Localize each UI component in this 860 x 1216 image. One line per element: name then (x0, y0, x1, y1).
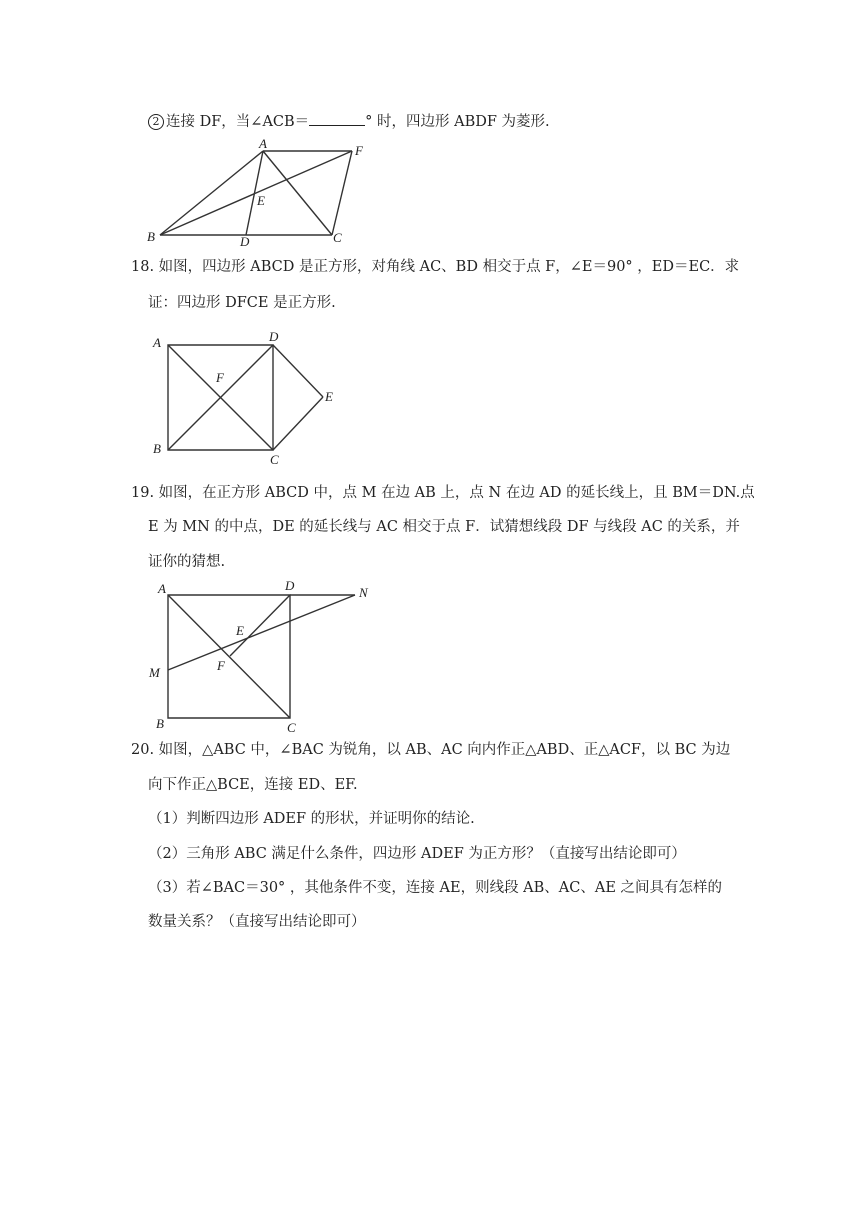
q18-line2: 证：四边形 DFCE 是正方形. (148, 295, 336, 311)
q19-line3: 证你的猜想. (148, 554, 226, 570)
answer-blank (309, 111, 365, 126)
q17-part2-text (148, 111, 550, 132)
label-d: D (269, 329, 279, 344)
label-n: N (359, 585, 368, 600)
label-e: E (325, 389, 333, 404)
label-a: A (259, 136, 267, 151)
label-b: B (156, 716, 164, 731)
label-e: E (257, 193, 265, 208)
label-c: C (287, 720, 296, 735)
label-f: F (216, 370, 224, 385)
label-a: A (158, 581, 166, 596)
circled-number-marker: 2 (148, 114, 164, 130)
q20-line1: 20. 如图，△ABC 中，∠BAC 为锐角，以 AB、AC 向内作正△ABD、正△ACF，以 BC 为边 (131, 742, 731, 758)
q19-figure (145, 580, 380, 735)
q19-line2: E 为 MN 的中点，DE 的延长线与 AC 相交于点 F．试猜想线段 DF 与线段 AC 的关系，并 (148, 519, 740, 535)
label-d: D (285, 578, 295, 593)
label-f: F (355, 143, 363, 158)
q20-line2: 向下作正△BCE，连接 ED、EF. (148, 777, 358, 793)
label-d: D (240, 234, 250, 249)
q19-line1: 19. 如图，在正方形 ABCD 中，点 M 在边 AB 上，点 N 在边 AD 的延长线上，且 BM＝DN.点 (131, 485, 755, 501)
label-a: A (153, 335, 161, 350)
q20-sub3-line1: （3）若∠BAC＝30° ，其他条件不变，连接 AE，则线段 AB、AC、AE 之间具有怎样的 (148, 880, 723, 896)
label-e: E (236, 623, 244, 638)
label-b: B (153, 441, 161, 456)
q18-line1: 18. 如图，四边形 ABCD 是正方形，对角线 AC、BD 相交于点 F，∠E＝90° ，ED＝EC．求 (131, 259, 740, 275)
q20-sub3-line2: 数量关系？（直接写出结论即可） (148, 914, 366, 930)
q17-part2-post: ° 时，四边形 ABDF 为菱形. (365, 114, 550, 130)
q20-sub1: （1）判断四边形 ADEF 的形状，并证明你的结论. (148, 811, 475, 827)
q20-sub2: （2）三角形 ABC 满足什么条件，四边形 ADEF 为正方形？（直接写出结论即可） (148, 846, 686, 862)
label-b: B (147, 229, 155, 244)
q17-part2-pre: 连接 DF，当∠ACB＝ (166, 114, 310, 130)
label-f: F (217, 658, 225, 673)
q17-figure (140, 134, 380, 249)
label-m: M (149, 665, 160, 680)
q18-figure (145, 326, 345, 466)
label-c: C (270, 452, 279, 467)
label-c: C (333, 230, 342, 245)
